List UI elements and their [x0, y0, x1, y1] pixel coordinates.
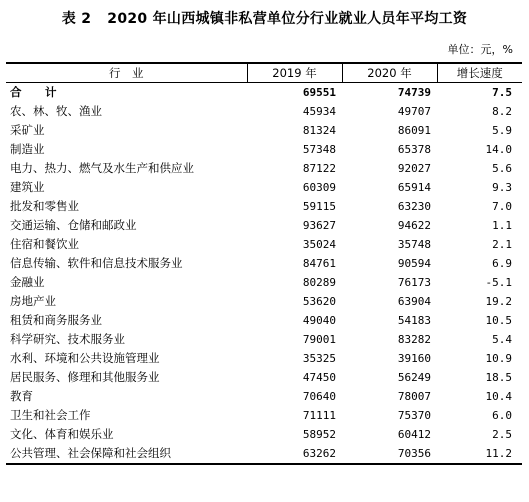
table-row — [6, 159, 522, 178]
table-row — [6, 140, 522, 159]
growth-rate: 1.1 — [492, 219, 512, 232]
header-2019: 2019 年 — [247, 63, 342, 83]
industry-name: 文化、体育和娱乐业 — [10, 427, 114, 441]
value-2019: 63262 — [247, 444, 342, 464]
value-2020: 76173 — [397, 276, 431, 289]
value-2019: 81324 — [302, 124, 336, 137]
table-body — [6, 83, 522, 465]
industry-name: 电力、热力、燃气及水生产和供应业 — [10, 161, 194, 175]
value-2019: 60309 — [302, 181, 336, 194]
table-row — [6, 330, 522, 349]
growth-rate: 6.9 — [492, 257, 512, 270]
value-2019: 49040 — [302, 314, 336, 327]
growth-rate: 5.4 — [492, 333, 512, 346]
industry-name: 住宿和餐饮业 — [10, 237, 79, 251]
value-2019: 71111 — [302, 409, 336, 422]
industry-name: 租赁和商务服务业 — [10, 313, 102, 327]
growth-rate: 6.0 — [492, 409, 512, 422]
industry-name: 房地产业 — [10, 294, 56, 308]
industry-name: 农、林、牧、渔业 — [10, 104, 102, 118]
value-2020: 60412 — [397, 428, 431, 441]
industry-name: 建筑业 — [10, 180, 45, 194]
growth-rate: 9.3 — [492, 181, 512, 194]
table-row — [6, 368, 522, 387]
value-2019: 47450 — [302, 371, 336, 384]
value-2020: 39160 — [397, 352, 431, 365]
table-row — [6, 216, 522, 235]
table-row — [6, 102, 522, 121]
total-row — [6, 83, 522, 103]
industry-name: 卫生和社会工作 — [10, 408, 91, 422]
value-2019: 53620 — [302, 295, 336, 308]
industry-name: 教育 — [10, 389, 33, 403]
value-2020: 54183 — [397, 314, 431, 327]
value-2019: 70640 — [302, 390, 336, 403]
growth-rate: 14.0 — [485, 143, 512, 156]
table-row — [6, 235, 522, 254]
table-row — [6, 197, 522, 216]
table-row — [6, 406, 522, 425]
header-2020: 2020 年 — [342, 63, 437, 83]
value-2020: 94622 — [397, 219, 431, 232]
growth-rate: 10.5 — [485, 314, 512, 327]
industry-name: 金融业 — [10, 275, 45, 289]
value-2020: 65914 — [397, 181, 431, 194]
value-2019: 80289 — [302, 276, 336, 289]
total-2020: 74739 — [397, 86, 431, 99]
total-label: 合 计 — [10, 85, 63, 99]
value-2019: 93627 — [302, 219, 336, 232]
growth-rate: 5.9 — [492, 124, 512, 137]
value-2019: 87122 — [302, 162, 336, 175]
total-growth: 7.5 — [492, 86, 512, 99]
unit-note: 单位：元，% — [447, 43, 513, 56]
value-2019: 58952 — [302, 428, 336, 441]
value-2020: 92027 — [397, 162, 431, 175]
table-row — [6, 273, 522, 292]
table-row — [6, 349, 522, 368]
value-2020: 63904 — [397, 295, 431, 308]
growth-rate: 19.2 — [485, 295, 512, 308]
total-2019: 69551 — [302, 86, 336, 99]
growth-rate: 2.1 — [492, 238, 512, 251]
value-2019: 45934 — [302, 105, 336, 118]
value-2020: 49707 — [397, 105, 431, 118]
value-2019: 59115 — [302, 200, 336, 213]
table-row — [6, 178, 522, 197]
table-row — [6, 444, 522, 464]
table-row — [6, 121, 522, 140]
growth-rate: 7.0 — [492, 200, 512, 213]
value-2020: 78007 — [397, 390, 431, 403]
table-title — [0, 10, 529, 28]
value-2019: 79001 — [302, 333, 336, 346]
table-row — [6, 254, 522, 273]
industry-name: 居民服务、修理和其他服务业 — [10, 370, 160, 384]
industry-name: 水利、环境和公共设施管理业 — [10, 351, 160, 365]
header-growth: 增长速度 — [437, 63, 522, 83]
industry-name: 公共管理、社会保障和社会组织 — [6, 444, 247, 464]
value-2019: 35325 — [302, 352, 336, 365]
growth-rate: 18.5 — [485, 371, 512, 384]
growth-rate: 8.2 — [492, 105, 512, 118]
value-2020: 86091 — [397, 124, 431, 137]
header-industry: 行 业 — [6, 63, 247, 83]
industry-name: 批发和零售业 — [10, 199, 79, 213]
value-2020: 90594 — [397, 257, 431, 270]
table-title-text: 2020 年山西城镇非私营单位分行业就业人员年平均工资 — [107, 11, 468, 27]
table-row — [6, 311, 522, 330]
growth-rate: 2.5 — [492, 428, 512, 441]
table-row — [6, 387, 522, 406]
growth-rate: 10.9 — [485, 352, 512, 365]
value-2019: 84761 — [302, 257, 336, 270]
table-row — [6, 425, 522, 444]
header-row — [6, 63, 522, 83]
industry-name: 采矿业 — [10, 123, 45, 137]
value-2020: 56249 — [397, 371, 431, 384]
value-2019: 35024 — [302, 238, 336, 251]
value-2020: 75370 — [397, 409, 431, 422]
industry-name: 信息传输、软件和信息技术服务业 — [10, 256, 183, 270]
value-2020: 70356 — [342, 444, 437, 464]
growth-rate: 10.4 — [485, 390, 512, 403]
industry-name: 制造业 — [10, 142, 45, 156]
value-2020: 83282 — [397, 333, 431, 346]
industry-name: 科学研究、技术服务业 — [10, 332, 125, 346]
value-2020: 35748 — [397, 238, 431, 251]
value-2020: 63230 — [397, 200, 431, 213]
growth-rate: 11.2 — [437, 444, 522, 464]
growth-rate: -5.1 — [485, 276, 512, 289]
industry-name: 交通运输、仓储和邮政业 — [10, 218, 137, 232]
table-row — [6, 292, 522, 311]
value-2019: 57348 — [302, 143, 336, 156]
wage-table — [6, 62, 522, 465]
table-number: 表 2 — [61, 11, 92, 27]
growth-rate: 5.6 — [492, 162, 512, 175]
value-2020: 65378 — [397, 143, 431, 156]
